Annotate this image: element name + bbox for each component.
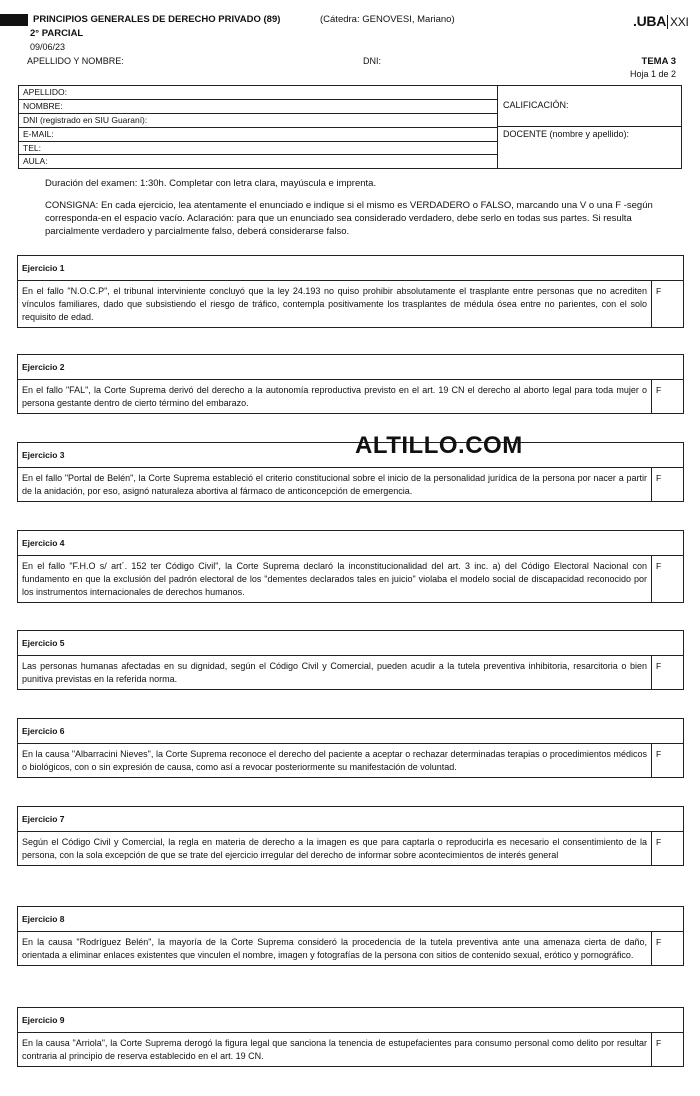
page-counter: Hoja 1 de 2: [629, 69, 676, 79]
exercise-5: [17, 630, 684, 690]
student-id-box: [18, 85, 682, 169]
black-redaction-bar: [0, 14, 28, 26]
exam-type: 2° PARCIAL: [30, 28, 84, 39]
answer-box[interactable]: F: [656, 937, 662, 947]
answer-box[interactable]: F: [656, 661, 662, 671]
tema-label: TEMA 3: [641, 56, 676, 67]
apellido-nombre-label: APELLIDO Y NOMBRE:: [27, 56, 124, 66]
field-aula[interactable]: AULA:: [23, 156, 48, 167]
exercise-body: [18, 281, 683, 327]
exercise-7: [17, 806, 684, 866]
grading-fields: [497, 86, 681, 168]
exercise-body: [18, 1033, 683, 1066]
exercise-3: [17, 442, 684, 502]
calificacion-label: CALIFICACIÓN:: [503, 100, 569, 110]
exercise-body: [18, 744, 683, 777]
exercise-body: [18, 656, 683, 689]
answer-box[interactable]: F: [656, 1038, 662, 1048]
exercise-title: Ejercicio 7: [18, 807, 683, 832]
exercise-body: [18, 932, 683, 965]
dni-label: DNI:: [363, 56, 381, 66]
exercise-title: Ejercicio 6: [18, 719, 683, 744]
exercise-statement: En el fallo "Portal de Belén", la Corte Suprema estableció el criterio constitucional sobre el inicio de la personalidad jurídica de la persona por nacer a partir de la anidación, por eso, asignó naturaleza abortiva al fármaco de anticoncepción de emergencia.: [18, 468, 652, 501]
exercise-title: Ejercicio 9: [18, 1008, 683, 1033]
field-apellido[interactable]: APELLIDO:: [19, 86, 497, 100]
exam-date: 09/06/23: [30, 42, 66, 52]
exercise-1: [17, 255, 684, 328]
exercise-body: [18, 556, 683, 602]
exercise-title: Ejercicio 8: [18, 907, 683, 932]
watermark: ALTILLO.COM: [355, 432, 523, 459]
exercise-4: [17, 530, 684, 603]
consigna-text: CONSIGNA: En cada ejercicio, lea atentamente el enunciado e indique si el mismo es VERDADERO o FALSO, marcando una V o una F -según corresponda-en el espacio vacío. Aclaración: para que un enunciado sea considerado verdadero, debe serlo en todas sus partes. Si resulta parcialmente verdadero y parcialmente falso, deberá considerarse falso.: [45, 200, 653, 237]
answer-box[interactable]: F: [656, 561, 662, 571]
exercise-statement: Según el Código Civil y Comercial, la regla en materia de derecho a la imagen es que para captarla o reproducirla es necesario el consentimiento de la persona, con la sola excepción de que se trate del ejercicio irregular del derecho de informar sobre acontecimientos de interés general: [18, 832, 652, 865]
exercise-6: [17, 718, 684, 778]
exercise-statement: Las personas humanas afectadas en su dignidad, según el Código Civil y Comercial, pueden acudir a la tutela preventiva inhibitoria, resarcitoria o bien punitiva previstas en la referida norma.: [18, 656, 652, 689]
field-email[interactable]: E-MAIL:: [19, 128, 497, 142]
uba-xxi-logo: [633, 13, 688, 29]
exercise-statement: En la causa "Arriola", la Corte Suprema derogó la figura legal que sanciona la tenencia de estupefacientes para consumo personal como delito por resultar contraria al principio de reserva establecido en el art. 19 CN.: [18, 1033, 652, 1066]
exercise-body: [18, 832, 683, 865]
answer-box[interactable]: F: [656, 286, 662, 296]
answer-box[interactable]: F: [656, 837, 662, 847]
course-title: PRINCIPIOS GENERALES DE DERECHO PRIVADO (89): [33, 14, 281, 25]
student-fields: [19, 86, 498, 168]
answer-box[interactable]: F: [656, 385, 662, 395]
catedra-label: (Cátedra: GENOVESI, Mariano): [320, 14, 455, 25]
field-nombre[interactable]: NOMBRE:: [19, 100, 497, 114]
exercise-statement: En el fallo "FAL", la Corte Suprema derivó del derecho a la autonomía reproductiva previsto en el art. 19 CN el derecho al aborto legal para toda mujer o persona gestante dentro de cierto término del embarazo.: [18, 380, 652, 413]
exercise-title: Ejercicio 2: [18, 355, 683, 380]
logo-main-text: .UBA: [633, 13, 667, 29]
exercise-9: [17, 1007, 684, 1067]
exercise-title: Ejercicio 3: [18, 443, 683, 468]
field-dni[interactable]: DNI (registrado en SIU Guaraní):: [19, 114, 497, 128]
exercise-statement: En la causa "Albarracini Nieves", la Corte Suprema reconoce el derecho del paciente a aceptar o rechazar determinadas terapias o procedimientos médicos o biológicos, con o sin expresión de causa, como así a revocar posteriormente su manifestación de voluntad.: [18, 744, 652, 777]
exercise-statement: En el fallo "F.H.O s/ art´. 152 ter Código Civil", la Corte Suprema declaró la inconstitucionalidad del art. 3 inc. a) del Código Electoral Nacional con fundamento en que la exclusión del padrón electoral de los "dementes declarados tales en juicio" violaba el modelo social de discapacidad reconocido por los instrumentos internacionales de derechos humanos.: [18, 556, 652, 602]
exercise-title: Ejercicio 1: [18, 256, 683, 281]
exercise-statement: En la causa "Rodríguez Belén", la mayoría de la Corte Suprema consideró la procedencia de la tutela preventiva ante una amenaza cierta de daño, orientada a eliminar enlaces existentes que vinculen el nombre, imagen y fotografías de la persona con sitios de contenido sexual, erótico y pornográfico.: [18, 932, 652, 965]
exercise-body: [18, 380, 683, 413]
answer-box[interactable]: F: [656, 473, 662, 483]
docente-label: DOCENTE (nombre y apellido):: [503, 129, 630, 139]
exercise-2: [17, 354, 684, 414]
exercise-8: [17, 906, 684, 966]
exercise-body: [18, 468, 683, 501]
logo-xxi-text: XXI: [667, 15, 688, 29]
exercise-statement: En el fallo "N.O.C.P", el tribunal interviniente concluyó que la ley 24.193 no quiso prohibir absolutamente el trasplante entre personas que no acrediten vínculos familiares, dado que subsistiendo el riesgo de tráfico, contempla positivamente los trasplantes de médula ósea entre no parientes, con el solo requisito de edad.: [18, 281, 652, 327]
duration-text: Duración del examen: 1:30h. Completar con letra clara, mayúscula e imprenta.: [45, 178, 377, 189]
field-tel[interactable]: TEL:: [19, 142, 497, 156]
grading-divider: [497, 126, 681, 127]
answer-box[interactable]: F: [656, 749, 662, 759]
exercise-title: Ejercicio 5: [18, 631, 683, 656]
exercise-title: Ejercicio 4: [18, 531, 683, 556]
